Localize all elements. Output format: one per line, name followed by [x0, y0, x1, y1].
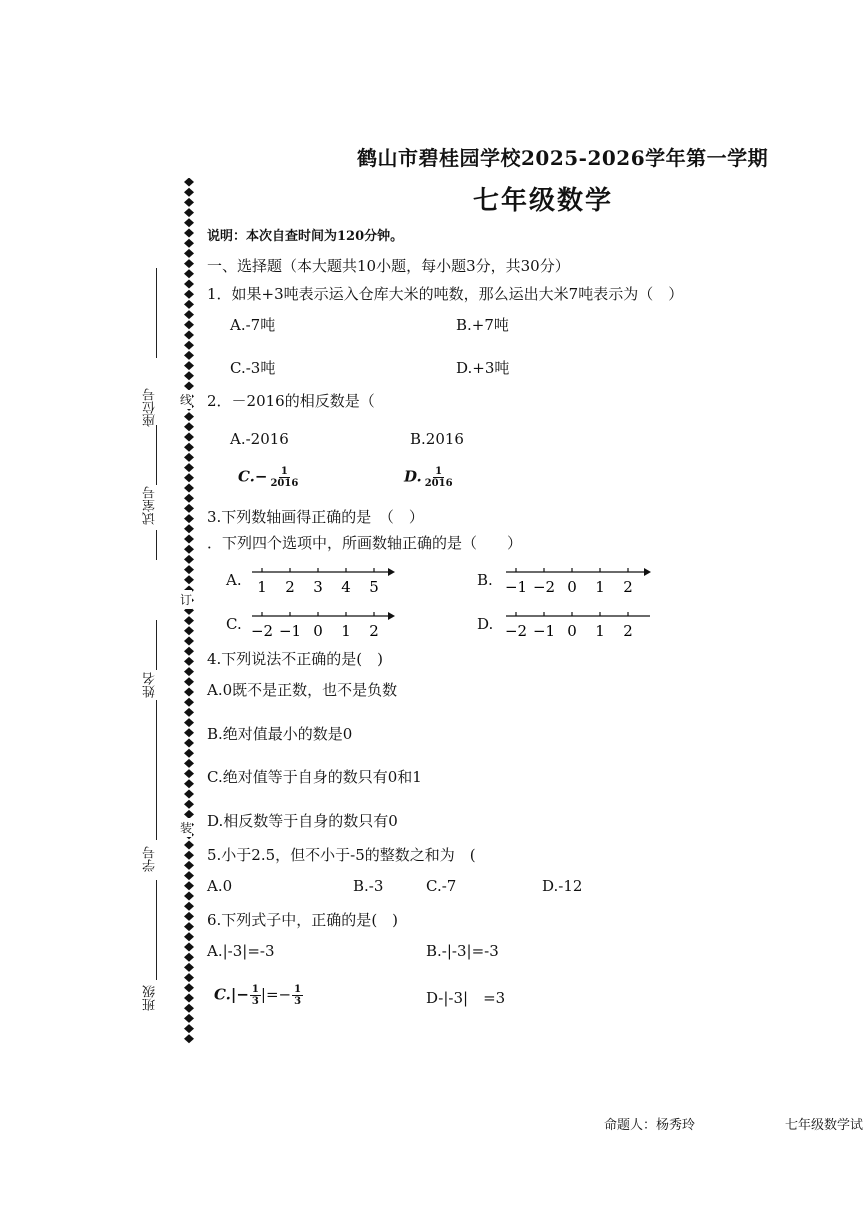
q4-option-a: A.0既不是正数，也不是负数	[207, 681, 398, 699]
number-line-tick-label: 0	[313, 622, 323, 640]
q3-stem: 3.下列数轴画得正确的是 （ ）	[207, 508, 424, 526]
q6-option-a: A.|-3|=-3	[207, 942, 275, 960]
binding-blank-line	[156, 425, 157, 485]
binding-blank-line	[156, 268, 157, 358]
exam-title: 七年级数学	[473, 186, 614, 216]
q6-option-c-fraction-left	[250, 984, 261, 1007]
binding-bind-char: 订	[180, 590, 192, 609]
q3-number-line-a	[246, 562, 396, 598]
q3-number-line-c	[246, 606, 396, 642]
q3-option-c-label: C.	[226, 615, 242, 633]
fraction-denominator: 3	[294, 996, 302, 1007]
fraction-denominator: 2016	[270, 478, 299, 489]
number-line-tick-label: −1	[278, 622, 302, 640]
q1-option-c: C.-3吨	[230, 359, 276, 377]
q2-option-d-prefix: D.	[404, 467, 422, 486]
number-line-tick-label: −2	[532, 578, 556, 596]
fraction-numerator: 1	[435, 466, 443, 477]
q2-option-d	[404, 466, 455, 489]
q3-number-line-d	[500, 606, 652, 642]
fraction-denominator: 3	[251, 996, 259, 1007]
binding-blank-line	[156, 620, 157, 670]
q2-option-c-fraction	[268, 466, 300, 489]
binding-pack-char: 装	[180, 818, 192, 837]
q3-sub-stem: ．下列四个选项中，所画数轴正确的是（ ）	[207, 534, 523, 552]
number-line-tick-label: 1	[595, 622, 605, 640]
binding-blank-line	[156, 530, 157, 560]
number-line-tick-label: 4	[341, 578, 351, 596]
q6-option-c-prefix: C.|−	[214, 985, 249, 1004]
binding-diamond-line	[182, 178, 196, 1048]
q5-option-a: A.0	[207, 877, 233, 895]
q3-option-b-label: B.	[477, 571, 493, 589]
number-line-tick-label: 0	[567, 578, 577, 596]
q2-option-c-prefix: C.−	[238, 467, 268, 486]
student-id-label: 学号	[143, 846, 158, 872]
number-line-tick-label: −1	[532, 622, 556, 640]
q1-stem: 1．如果+3吨表示运入仓库大米的吨数，那么运出大米7吨表示为（ ）	[207, 285, 684, 303]
q1-option-b: B.+7吨	[456, 316, 509, 334]
q6-option-c-middle: |=−	[260, 985, 292, 1004]
name-label: 姓名	[143, 672, 158, 698]
q3-option-a-label: A.	[226, 571, 242, 589]
number-line-tick-label: 1	[257, 578, 267, 596]
q1-option-a: A.-7吨	[230, 316, 276, 334]
q3-option-d-label: D.	[477, 615, 494, 633]
q6-option-d: D-|-3| =3	[426, 989, 506, 1007]
number-line-tick-label: 2	[285, 578, 295, 596]
number-line-tick-label: 2	[623, 578, 633, 596]
q4-option-c: C.绝对值等于自身的数只有0和1	[207, 768, 422, 786]
school-title: 鹤山市碧桂园学校2025-2026学年第一学期	[357, 146, 769, 170]
q3-number-line-b	[500, 562, 652, 598]
footer-author: 命题人：杨秀玲	[604, 1118, 696, 1133]
q4-option-b: B.绝对值最小的数是0	[207, 725, 353, 743]
fraction-numerator: 1	[251, 984, 259, 995]
q2-option-d-fraction	[423, 466, 455, 489]
binding-blank-line	[156, 700, 157, 840]
binding-blank-line	[156, 880, 157, 980]
q6-option-b: B.-|-3|=-3	[426, 942, 499, 960]
q2-option-a: A.-2016	[230, 430, 289, 448]
number-line-tick-label: 1	[595, 578, 605, 596]
binding-line-char: 线	[180, 390, 192, 409]
q5-option-d: D.-12	[542, 877, 583, 895]
q2-stem: 2．－2016的相反数是（	[207, 392, 375, 410]
q5-option-b: B.-3	[353, 877, 384, 895]
number-line-tick-label: 0	[567, 622, 577, 640]
q5-option-c: C.-7	[426, 877, 457, 895]
q4-option-d: D.相反数等于自身的数只有0	[207, 812, 398, 830]
number-line-tick-label: 3	[313, 578, 323, 596]
fraction-denominator: 2016	[424, 478, 453, 489]
q1-option-d: D.+3吨	[456, 359, 510, 377]
q6-stem: 6.下列式子中，正确的是( )	[207, 911, 399, 929]
q5-stem: 5.小于2.5，但不小于-5的整数之和为 (	[207, 846, 476, 864]
number-line-tick-label: 5	[369, 578, 379, 596]
q6-option-c-fraction-right	[292, 984, 303, 1007]
footer-page-title: 七年级数学试	[785, 1118, 864, 1133]
number-line-tick-label: 2	[369, 622, 379, 640]
exam-room-label: 试室号	[143, 486, 158, 525]
exam-note: 说明：本次自查时间为120分钟。	[207, 229, 404, 244]
number-line-tick-label: 2	[623, 622, 633, 640]
section-heading: 一、选择题（本大题共10小题，每小题3分，共30分）	[207, 257, 570, 275]
q6-option-c	[214, 984, 303, 1007]
number-line-tick-label: −2	[250, 622, 274, 640]
number-line-tick-label: −2	[504, 622, 528, 640]
q4-stem: 4.下列说法不正确的是( )	[207, 650, 384, 668]
class-label: 班级	[143, 985, 158, 1011]
number-line-tick-label: 1	[341, 622, 351, 640]
q2-option-b: B.2016	[410, 430, 464, 448]
q2-option-c	[238, 466, 300, 489]
seat-number-label: 座位号	[143, 388, 158, 427]
number-line-tick-label: −1	[504, 578, 528, 596]
fraction-numerator: 1	[280, 466, 288, 477]
fraction-numerator: 1	[294, 984, 302, 995]
